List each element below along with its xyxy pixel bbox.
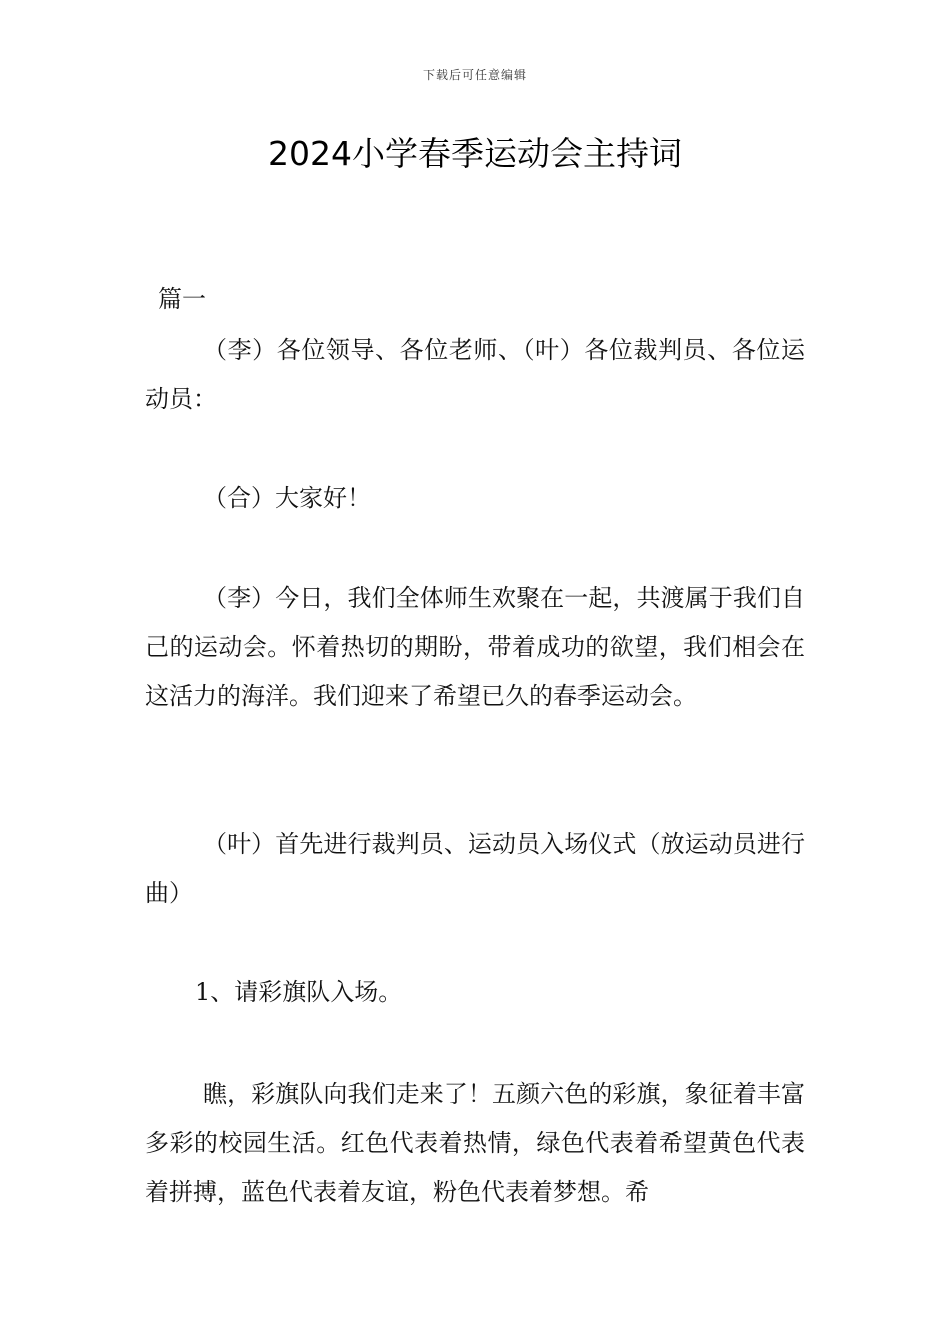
paragraph-flag-team: 1、请彩旗队入场。	[195, 978, 403, 1006]
document-title: 2024小学春季运动会主持词	[268, 134, 682, 173]
paragraph-greeting: （李）各位领导、各位老师、（叶）各位裁判员、各位运动员：	[145, 336, 805, 413]
section-label: 篇一	[158, 285, 206, 313]
paragraph-entrance-ceremony: （叶）首先进行裁判员、运动员入场仪式（放运动员进行曲）	[145, 830, 805, 907]
paragraph-opening: （李）今日，我们全体师生欢聚在一起，共渡属于我们自己的运动会。怀着热切的期盼，带着成功的欲望，我们相会在这活力的海洋。我们迎来了希望已久的春季运动会。	[145, 584, 805, 710]
paragraph-flag-description: 瞧，彩旗队向我们走来了！五颜六色的彩旗，象征着丰富多彩的校园生活。红色代表着热情，绿色代表着希望黄色代表着拼搏，蓝色代表着友谊，粉色代表着梦想。希	[145, 1080, 805, 1206]
paragraph-hello: （合）大家好！	[203, 484, 371, 512]
header-note: 下载后可任意编辑	[422, 68, 527, 82]
